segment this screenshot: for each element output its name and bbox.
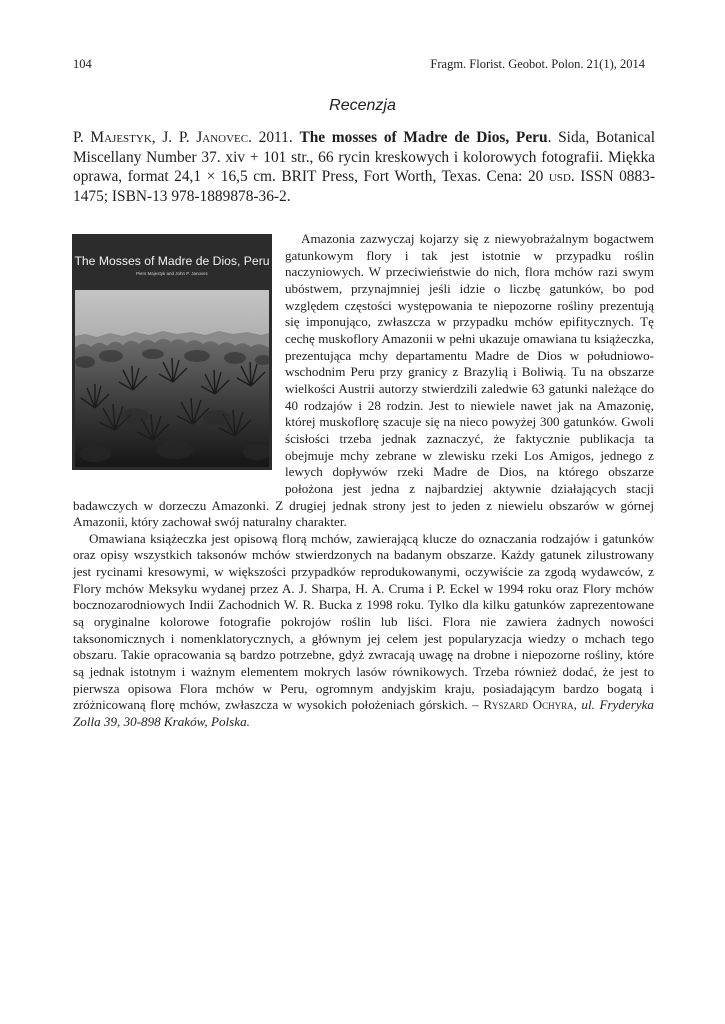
review-body [73,231,654,731]
review-paragraph-1: Amazonia zazwyczaj kojarzy się z niewyobrażalnym bogactwem gatunkowym flory i tak jest istotnie w przypadku roślin naczyniowych. W przeciwieństwie do nich, flora mchów razi swym ubóstwem, przynajmniej jeśli idzie o liczbę gatunków, bo pod względem częstości występowania te niepozorne rośliny prezentują się imponująco, zwłaszcza w przypadku mchów epifitycznych. Tę cechę muskoflory Amazonii w pełni ukazuje omawiana tu książeczka, prezentująca mchy departamentu Madre de Dios w południowo-wschodnim Peru przy granicy z Brazylią i Boliwią. Tu na obszarze wielkości Austrii autorzy stwierdzili zaledwie 63 gatunki należące do 40 rodzajów i 28 rodzin. Jest to niewiele nawet jak na Amazonię, której muskoflorę szacuje się na nieco powyżej 300 gatunków. Gwoli ścisłości trzeba jednak zaznaczyć, że faktycznie publikacja ta obejmuje mchy zebrane w zlewisku rzeki Los Amigos, jednego z lewych dopływów rzeki Madre de Dios, na którego obszarze położona jest jedna z najbardziej aktywnie działających stacji badawczych w dorzeczu Amazonki. Z drugiej jednak strony jest to jeden z niewielu obszarów w górnej Amazonii, który zachował swój naturalny charakter. [73,231,654,530]
reviewer-surname: Ochyra [532,697,574,713]
author1-initial: P. M [73,129,105,146]
paragraph-2-text: Omawiana książeczka jest opisową florą mchów, zawierającą klucze do oznaczania rodzajów i gatunków oraz opisy wszystkich taksonów mchów stwierdzonych na badanym obszarze. Każdy gatunek zilustrowany jest rycinami kresowymi, w większości przypadków reprodukowanymi, oczywiście za zgodą wydawców, z Flory mchów Meksyku wydanej przez A. J. Sharpa, H. A. Cruma i P. Eckel w 1994 roku oraz Flory mchów bocznozarodniowych Indii Zachodnich W. R. Bucka z 1998 roku. Tylko dla kilku gatunków zaprezentowane są oryginalne kolorowe fotografie pokrojów roślin lub liści. Flora nie zawiera żadnych nowości taksonomicznych i nomenklatorycznych, a głównym jej celem jest popularyzacja wiedzy o mchach tego obszaru. Takie opracowania są bardzo potrzebne, gdyż zwracają uwagę na drobne i niepozorne rośliny, które są jednak istotnym i ważnym elementem mokrych lasów równikowych. Trzeba również dodać, że jest to pierwsza opisowa Flora mchów w Peru, ogromnym andyjskim kraju, posiadającym bardzo bogatą i zróżnicowaną florę mchów, zwłaszcza w wysokich położeniach górskich. – [73,530,654,713]
author2-surname: anovec [202,129,249,146]
book-title: The mosses of Madre de Dios, Peru [299,129,548,146]
currency: usd [548,168,571,185]
reviewer-address: , ul. Fryderyka Zolla 39, 30-898 Kraków, Polska. [73,697,654,730]
book-identifiers: . ISSN 0883-1475; ISBN-13 978-1889878-36-2. [73,168,655,205]
reviewer-first-name: Ryszard [483,697,529,713]
cover-title: The Mosses of Madre de Dios, Peru [74,254,270,268]
review-paragraph-2 [73,531,654,731]
publication-year: . 2011. [248,129,300,146]
section-title: Recenzja [329,97,396,114]
journal-reference: Fragm. Florist. Geobot. Polon. 21(1), 2014 [430,57,645,71]
book-details: . Sida, Botanical Miscellany Number 37. xiv + 101 str., 66 rycin kreskowych i kolorowych fotografii. Miękka oprawa, format 24,1 × 16,5 cm. BRIT Press, Fort Worth, Texas. Cena: 20 [73,129,656,185]
author2-initial: , J. P. J [151,129,203,146]
cover-authors: Piers Majestyk and John P. Janovec [136,271,208,276]
book-citation [73,128,655,206]
author1-surname: ajestyk [104,129,152,146]
page-number: 104 [73,57,92,71]
